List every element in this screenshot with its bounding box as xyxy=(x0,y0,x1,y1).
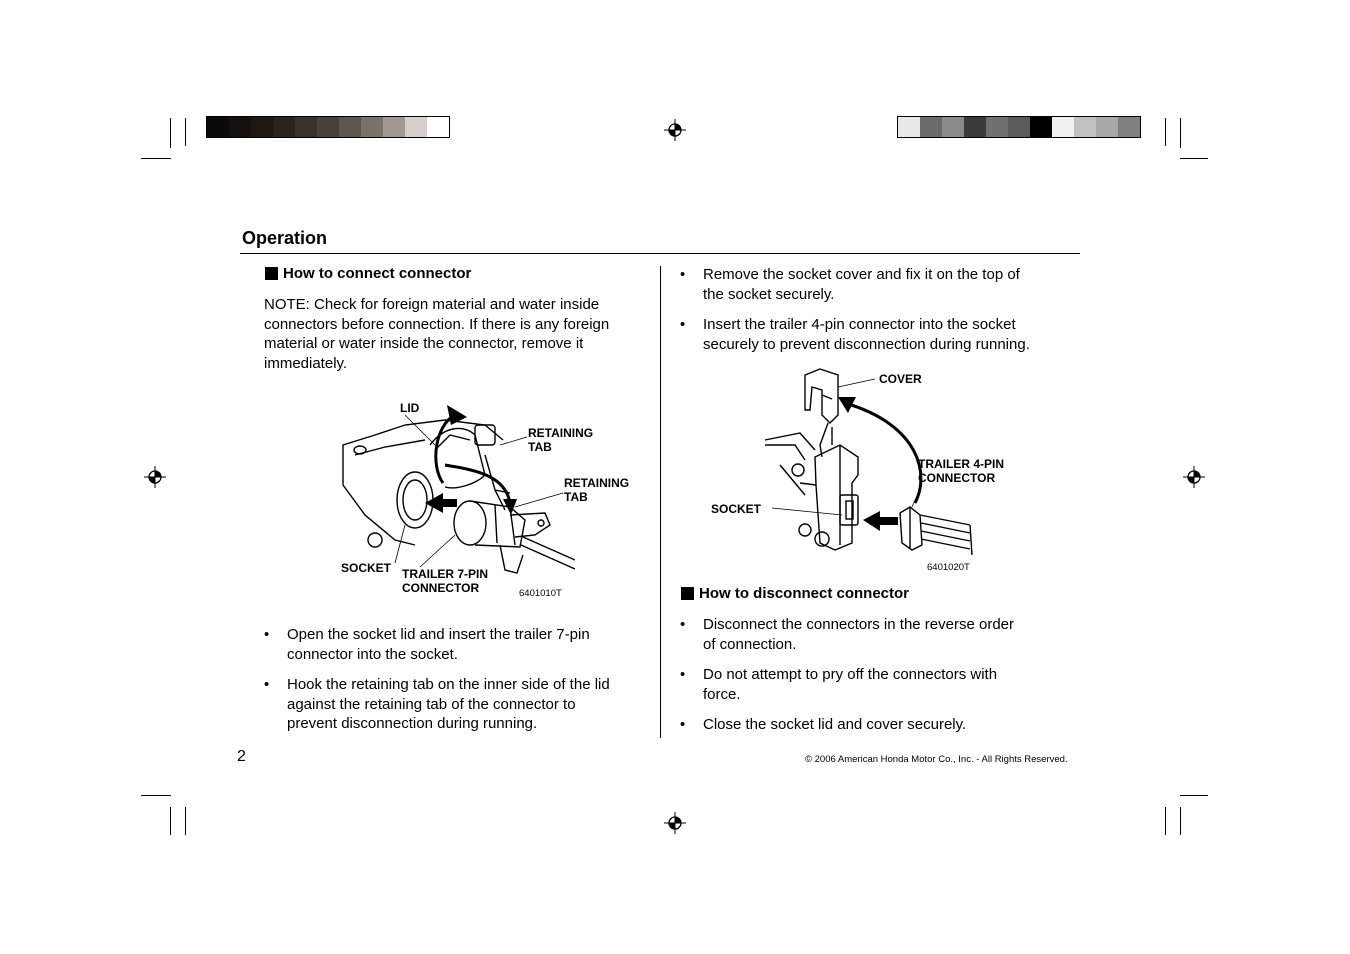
bullet-line: Close the socket lid and cover securely. xyxy=(703,716,967,733)
bullet-text xyxy=(703,615,1014,654)
bullet-line: against the retaining tab of the connector to xyxy=(287,695,576,713)
color-swatch xyxy=(317,117,339,137)
registration-mark-icon xyxy=(664,812,686,834)
bullet-line: Remove the socket cover and fix it on the top of xyxy=(703,266,1020,283)
label-line: TRAILER 7-PIN xyxy=(402,567,489,581)
bullet-line: securely to prevent disconnection during running. xyxy=(703,335,1030,353)
color-swatch xyxy=(427,117,449,137)
bullet-dot: • xyxy=(680,316,686,333)
color-swatch xyxy=(405,117,427,137)
label-socket: SOCKET xyxy=(711,502,762,516)
bullet-item xyxy=(680,715,1070,737)
bullet-text xyxy=(703,265,1020,304)
color-swatch xyxy=(986,117,1008,137)
square-bullet-icon xyxy=(265,267,278,280)
color-swatch xyxy=(229,117,251,137)
label-line: TAB xyxy=(528,440,552,454)
color-swatch xyxy=(361,117,383,137)
color-swatch xyxy=(1118,117,1140,137)
bullet-line: prevent disconnection during running. xyxy=(287,715,538,732)
bullet-text xyxy=(287,675,610,734)
bullet-dot: • xyxy=(680,616,686,633)
subheading-connect xyxy=(265,265,471,282)
trailer-7-pin-connector-illustration xyxy=(335,395,575,585)
subheading-disconnect xyxy=(681,585,909,602)
bullet-item xyxy=(680,315,1070,355)
color-swatch xyxy=(295,117,317,137)
bullet-text xyxy=(703,715,966,735)
color-calibration-bar-right xyxy=(897,116,1141,138)
registration-mark-icon xyxy=(664,119,686,141)
subheading-connect-text: How to connect connector xyxy=(283,265,472,282)
bullet-line: of connection. xyxy=(703,635,797,653)
bullet-dot: • xyxy=(680,266,686,283)
color-swatch xyxy=(383,117,405,137)
color-swatch xyxy=(942,117,964,137)
section-title: Operation xyxy=(242,228,328,248)
header-rule xyxy=(240,253,1080,254)
color-swatch xyxy=(1074,117,1096,137)
square-bullet-icon xyxy=(681,587,694,600)
figure-code: 6401020T xyxy=(927,562,970,573)
label-retaining-tab-2 xyxy=(564,476,629,504)
label-lid: LID xyxy=(400,401,420,415)
note-paragraph xyxy=(264,295,609,373)
label-line: TAB xyxy=(564,490,588,504)
label-line: TRAILER 4-PIN xyxy=(918,457,1005,471)
bullet-item xyxy=(680,265,1070,305)
color-swatch xyxy=(1052,117,1074,137)
bullet-item xyxy=(680,615,1070,655)
bullet-item xyxy=(264,675,654,735)
label-trailer-4-pin-connector xyxy=(918,457,1004,485)
note-line: immediately. xyxy=(264,354,348,372)
label-line: RETAINING xyxy=(528,426,594,440)
label-cover: COVER xyxy=(879,372,922,386)
label-line: CONNECTOR xyxy=(402,581,480,595)
bullet-line: force. xyxy=(703,685,741,703)
label-socket: SOCKET xyxy=(341,561,392,575)
figure-code: 6401010T xyxy=(519,588,562,599)
bullet-text xyxy=(703,665,997,704)
copyright-notice: © 2006 American Honda Motor Co., Inc. - All Rights Reserved. xyxy=(805,754,1068,765)
note-line: NOTE: Check for foreign material and water inside xyxy=(264,296,600,313)
note-line: connectors before connection. If there is any foreign xyxy=(264,315,610,333)
color-swatch xyxy=(1030,117,1052,137)
bullet-dot: • xyxy=(680,666,686,683)
color-swatch xyxy=(273,117,295,137)
registration-mark-icon xyxy=(144,466,166,488)
bullet-line: connector into the socket. xyxy=(287,645,458,663)
bullet-text xyxy=(287,625,590,664)
bullet-line: Hook the retaining tab on the inner side of the lid xyxy=(287,676,610,693)
bullet-line: the socket securely. xyxy=(703,285,835,303)
bullet-item xyxy=(680,665,1070,705)
color-swatch xyxy=(1096,117,1118,137)
page-number: 2 xyxy=(237,748,246,765)
label-trailer-7-pin-connector xyxy=(402,567,488,595)
registration-mark-icon xyxy=(1183,466,1205,488)
color-swatch xyxy=(898,117,920,137)
note-line: material or water inside the connector, remove it xyxy=(264,335,584,352)
color-swatch xyxy=(1008,117,1030,137)
color-calibration-bar-left xyxy=(206,116,450,138)
label-retaining-tab-1 xyxy=(528,426,593,454)
column-divider xyxy=(660,266,661,738)
color-swatch xyxy=(339,117,361,137)
bullet-line: Disconnect the connectors in the reverse order xyxy=(703,616,1014,633)
bullet-dot: • xyxy=(264,676,270,693)
color-swatch xyxy=(920,117,942,137)
bullet-text xyxy=(703,315,1030,354)
bullet-line: Open the socket lid and insert the trailer 7-pin xyxy=(287,626,590,643)
label-line: RETAINING xyxy=(564,476,630,490)
label-line: CONNECTOR xyxy=(918,471,996,485)
bullet-item xyxy=(264,625,654,665)
bullet-line: Do not attempt to pry off the connectors with xyxy=(703,666,998,683)
color-swatch xyxy=(964,117,986,137)
bullet-dot: • xyxy=(264,626,270,643)
color-swatch xyxy=(251,117,273,137)
bullet-line: Insert the trailer 4-pin connector into the socket xyxy=(703,316,1016,333)
bullet-dot: • xyxy=(680,716,686,733)
subheading-disconnect-text: How to disconnect connector xyxy=(699,585,910,602)
color-swatch xyxy=(207,117,229,137)
